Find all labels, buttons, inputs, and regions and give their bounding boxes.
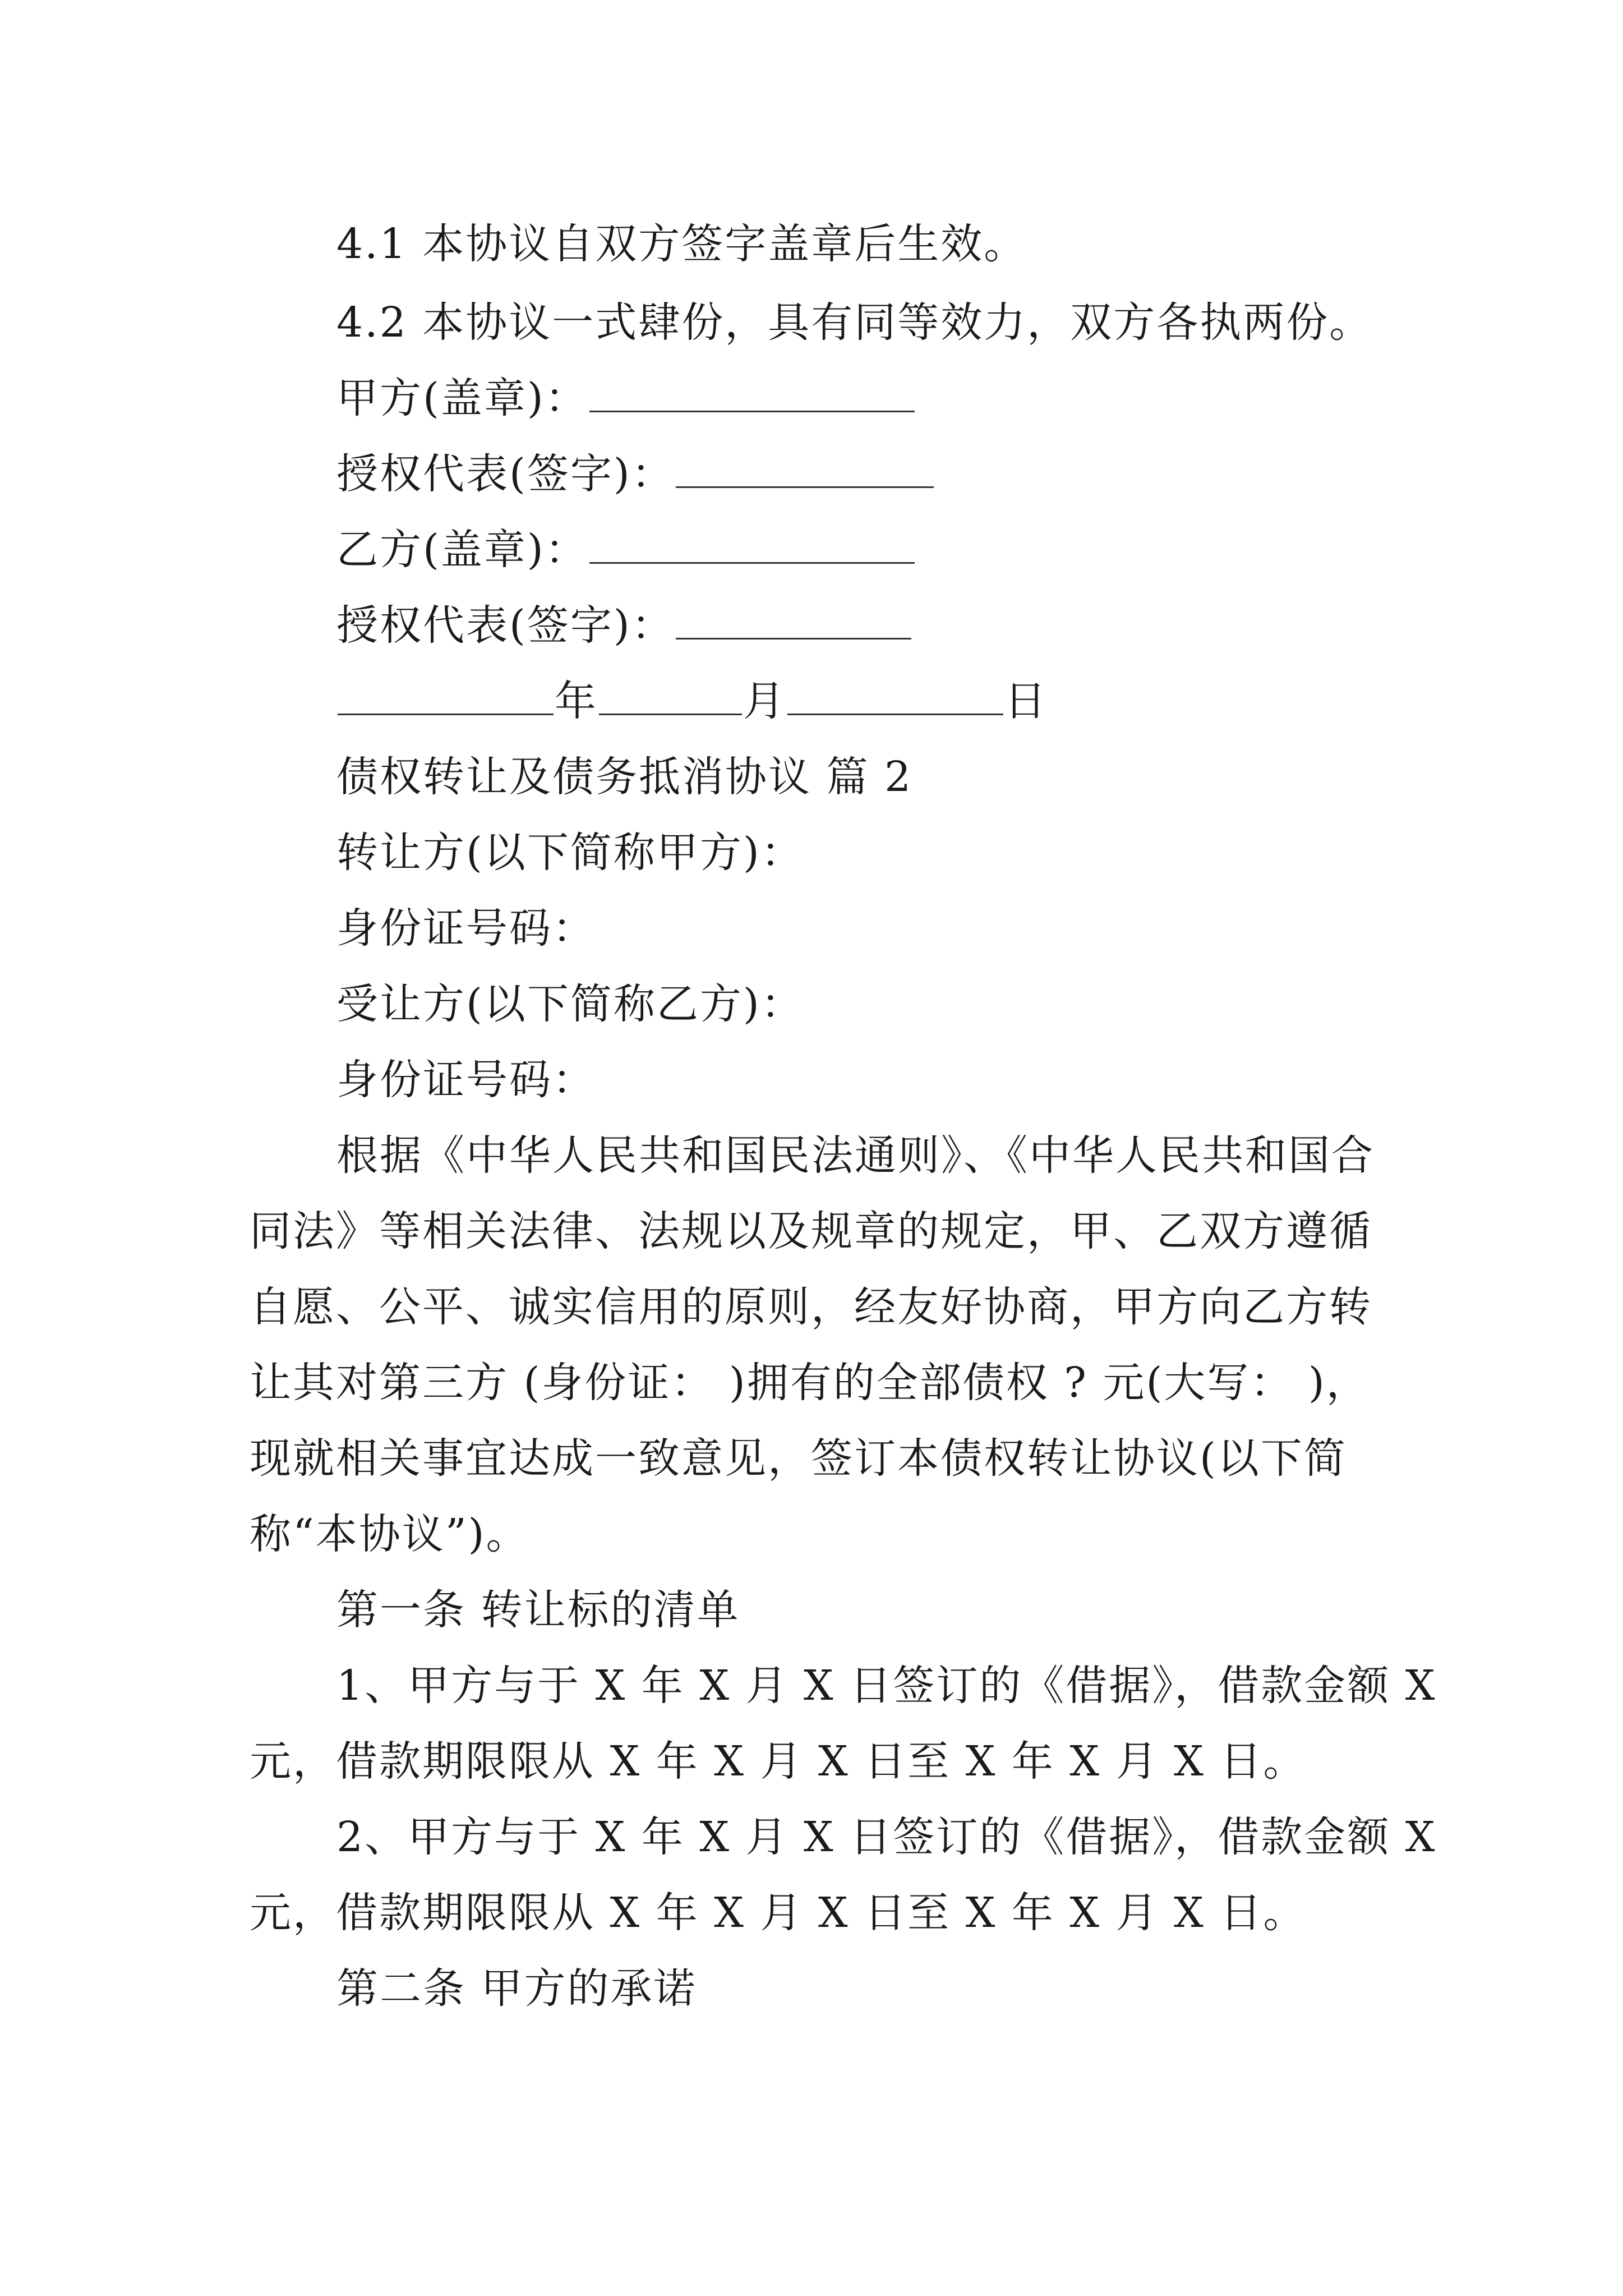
intro-line-1: 根据《中华人民共和国民法通则》、《中华人民共和国合	[336, 1131, 1375, 1180]
article-2-title: 第二条 甲方的承诺	[336, 1964, 697, 2013]
date-line	[336, 673, 1048, 729]
party-a-seal-label: 甲方(盖章)：	[336, 374, 588, 422]
month-blank	[599, 710, 742, 715]
party-b-rep-line	[336, 597, 912, 654]
year-label: 年	[555, 677, 598, 725]
party-b-seal-blank	[589, 559, 915, 564]
item-1-line-2: 元，借款期限限从 X 年 X 月 X 日至 X 年 X 月 X 日。	[250, 1737, 1307, 1786]
item-2-line-2: 元，借款期限限从 X 年 X 月 X 日至 X 年 X 月 X 日。	[250, 1889, 1307, 1937]
party-a-rep-blank	[676, 483, 934, 488]
party-b-seal-line	[336, 522, 916, 578]
transferor-id-label: 身份证号码：	[336, 904, 596, 953]
party-a-rep-line	[336, 446, 935, 502]
intro-line-4: 让其对第三方 (身份证： )拥有的全部债权 ? 元(大写： )，	[250, 1359, 1370, 1407]
clause-4-1: 4.1 本协议自双方签字盖章后生效。	[336, 220, 1027, 268]
transferee-id-label: 身份证号码：	[336, 1056, 596, 1104]
day-label: 日	[1004, 677, 1048, 725]
part2-title: 债权转让及债务抵消协议 篇 2	[336, 753, 913, 801]
party-b-rep-blank	[676, 634, 911, 639]
item-2-line-1: 2、甲方与于 X 年 X 月 X 日签订的《借据》，借款金额 X	[336, 1813, 1437, 1861]
article-1-title: 第一条 转让标的清单	[336, 1586, 740, 1634]
party-a-rep-label: 授权代表(签字)：	[336, 450, 675, 498]
year-blank	[338, 710, 554, 715]
item-1-line-1: 1、甲方与于 X 年 X 月 X 日签订的《借据》，借款金额 X	[336, 1662, 1437, 1710]
transferee-label: 受让方(以下简称乙方)：	[336, 980, 804, 1028]
party-a-seal-line	[336, 370, 916, 426]
party-a-seal-blank	[589, 407, 915, 412]
party-b-seal-label: 乙方(盖章)：	[336, 526, 588, 574]
clause-4-2: 4.2 本协议一式肆份，具有同等效力，双方各执两份。	[336, 298, 1373, 347]
month-label: 月	[743, 677, 786, 725]
intro-line-6: 称“本协议”)。	[250, 1510, 529, 1558]
intro-line-2: 同法》等相关法律、法规以及规章的规定，甲、乙双方遵循	[250, 1207, 1372, 1255]
day-blank	[787, 710, 1003, 715]
intro-line-5: 现就相关事宜达成一致意见，签订本债权转让协议(以下简	[250, 1434, 1347, 1483]
intro-line-3: 自愿、公平、诚实信用的原则，经友好协商，甲方向乙方转	[250, 1283, 1372, 1331]
transferor-label: 转让方(以下简称甲方)：	[336, 829, 804, 877]
party-b-rep-label: 授权代表(签字)：	[336, 601, 675, 650]
